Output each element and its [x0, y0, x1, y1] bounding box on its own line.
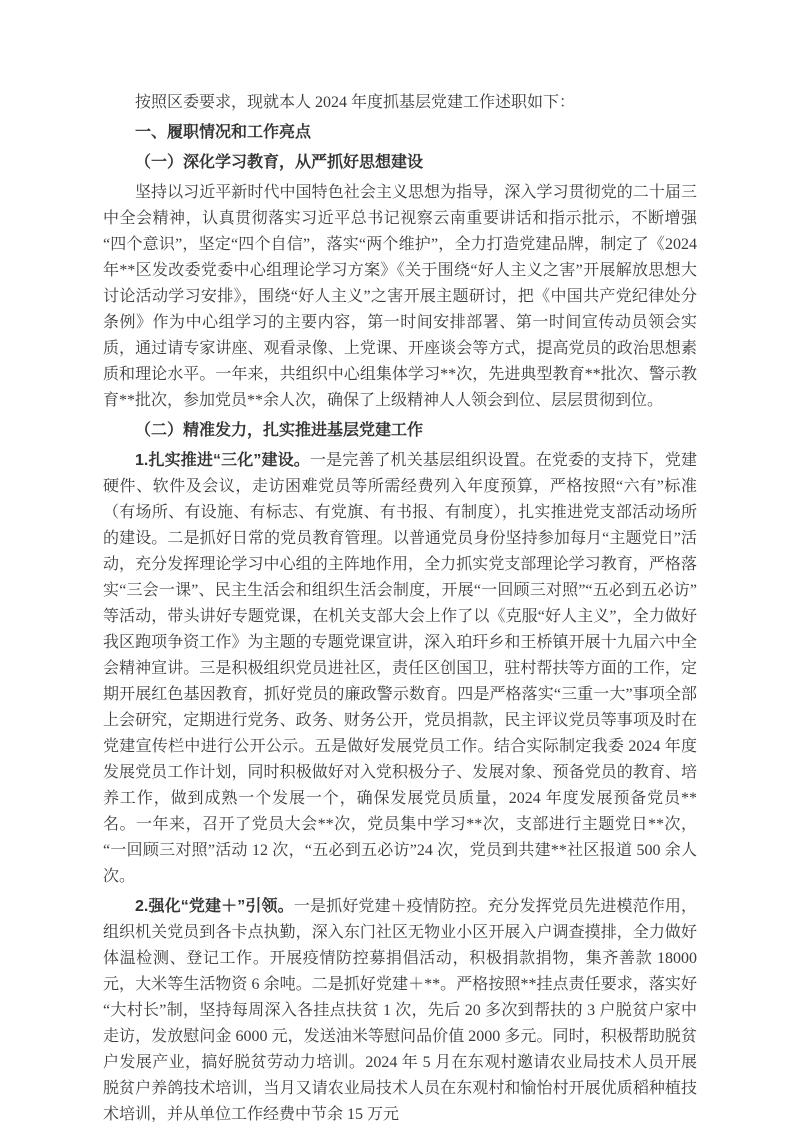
bold-text-run: （一）深化学习教育，从严抓好思想建设 — [135, 154, 424, 171]
bold-text-run: 2.强化“党建＋”引领。 — [135, 898, 294, 915]
text-run: 一是完善了机关基层组织设置。在党委的支持下，党建硬件、软件及会议，走访困难党员等所需经费列入年度预算，严格按照“六有”标准（有场所、有设施、有标志、有党旗、有书报、有制度），扎实推进党支部活动场所的建设。二是抓好日常的党员教育管理。以普通党员身份坚持参加每月“主题党日”活动，充分发挥理论学习中心组的主阵地作用，全力抓实党支部理论学习教育，严格落实“三会一课”、民主生活会和组织生活会制度，开展“一回顾三对照”“五必到五必访”等活动，带头讲好专题党课，在机关支部大会上作了以《克服“好人主义”，全力做好我区跑项争资工作》为主题的专题党课宣讲，深入珀玕乡和王桥镇开展十九届六中全会精神宣讲。三是积极组织党员进社区，责任区创国卫，驻村帮扶等方面的工作，定期开展红色基因教育，抓好党员的廉政警示数育。四是严格落实“三重一大”事项全部上会研究，定期进行党务、政务、财务公开，党员捐款，民主评议党员等事项及时在党建宣传栏中进行公开公示。五是做好发展党员工作。结合实际制定我委 2024 年度发展党员工作计划，同时积极做好对入党积极分子、发展对象、预备党员的教育、培养工作，做到成熟一个发展一个，确保发展党员质量，2024 年度发展预备党员**名。一年来，召开了党员大会**次，党员集中学习**次，支部进行主题党日**次，“一回顾三对照”活动 12 次，“五必到五必访”24 次，党员到共建**社区报道 500 余人次。 — [103, 452, 697, 885]
bold-text-run: （二）精准发力，扎实推进基层党建工作 — [135, 422, 424, 439]
text-run: 按照区委要求，现就本人 2024 年度抓基层党建工作述职如下： — [135, 94, 576, 111]
document-content — [103, 90, 697, 1122]
bold-text-run: 一、履职情况和工作亮点 — [135, 124, 312, 141]
paragraph-study-education — [103, 180, 697, 414]
heading-1 — [103, 120, 697, 146]
text-run: 坚持以习近平新时代中国特色社会主义思想为指导，深入学习贯彻党的二十届三中全会精神，认真贯彻落实习近平总书记视察云南重要讲话和指示批示，不断增强“四个意识”，坚定“四个自信”，落实“两个维护”，全力打造党建品牌，制定了《2024 年**区发改委党委中心组理论学习方案》《关于围绕“好人主义之害”开展解放思想大讨论活动学习安排》，围绕“好人主义”之害开展主题研讨，把《中国共产党纪律处分条例》作为中心组学习的主要内容，第一时间安排部署、第一时间宣传动员领会实质，通过请专家讲座、观看录像、上党课、开座谈会等方式，提高党员的政治思想素质和理论水平。一年来，共组织中心组集体学习**次，先进典型教育**批次、警示教育**批次，参加党员**余人次，确保了上级精神人人领会到位、层层贯彻到位。 — [103, 184, 697, 409]
intro-paragraph — [103, 90, 697, 116]
paragraph-sanhua-construction — [103, 448, 697, 890]
bold-text-run: 1.扎实推进“三化”建设。 — [135, 452, 310, 469]
text-run: 一是抓好党建＋疫情防控。充分发挥党员先进模范作用，组织机关党员到各卡点执勤，深入东门社区无物业小区开展入户调查摸排，全力做好体温检测、登记工作。开展疫情防控募捐倡活动，积极捐款捐物，集齐善款 18000 元，大米等生活物资 6 余吨。二是抓好党建＋**。严格按照**挂点责任要求，落实好“大村长”制，坚持每周深入各挂点扶贫 1 次，先后 20 多次到帮扶的 3 户脱贫户家中走访，发放慰问金 6000 元，发送油米等慰问品价值 2000 多元。同时，积极帮助脱贫户发展产业，搞好脱贫劳动力培训。2024 年 5 月在东观村邀请农业局技术人员开展脱贫户养鸽技术培训，当月又请农业局技术人员在东观村和愉怡村开展优质稻种植技术培训，并从单位工作经费中节余 15 万元 — [103, 898, 697, 1122]
heading-1-1 — [103, 150, 697, 176]
heading-1-2 — [103, 418, 697, 444]
paragraph-dangjian-plus — [103, 894, 697, 1122]
